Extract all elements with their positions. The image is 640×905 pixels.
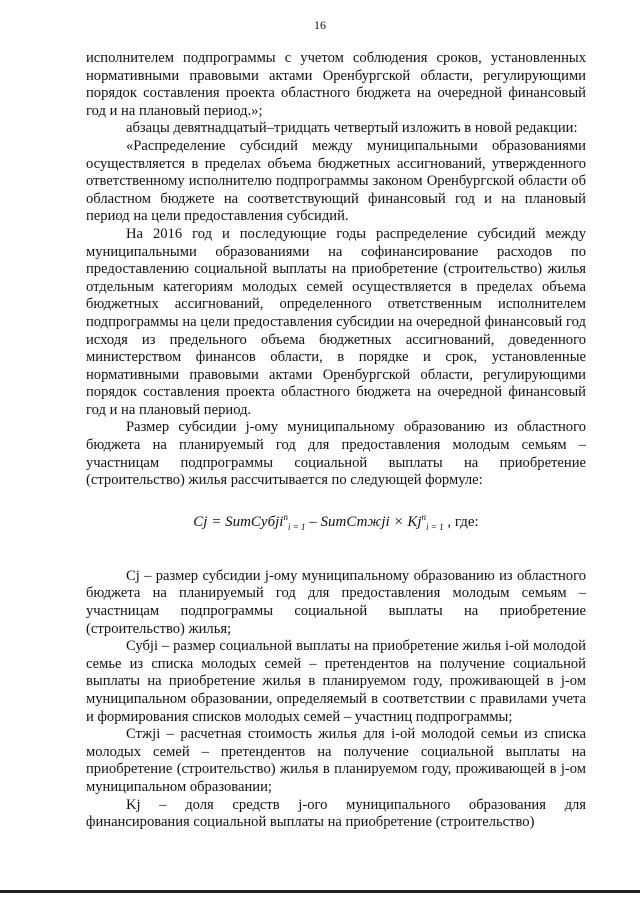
page-number: 16 (314, 18, 326, 32)
formula-term3: Kj (407, 513, 422, 530)
formula-suffix: , где: (443, 513, 479, 530)
paragraph: «Распределение субсидий между муниципальными образованиями осуществляется в пределах объема бюджетных ассигнований, утвержденного ответственному исполнителю подпрограммы законом Оренбургской области об областном бюджете на соответствующий финансовый год и на плановый период на цели предоставления субсидий. (86, 137, 586, 225)
definition-paragraph: Kj – доля средств j-ого муниципального образования для финансирования социальной выплаты на приобретение (строительство) (86, 796, 586, 831)
document-body (86, 50, 586, 832)
definition-paragraph: Субji – размер социальной выплаты на приобретение жилья i-ой молодой семье из списка молодых семей – претендентов на получение социальной выплаты на приобретение жилья в планируемом году, проживающей в j-ом муниципальном образовании, определяемый в соответствии с правилами учета и формирования списков молодых семей – участниц подпрограммы; (86, 638, 586, 725)
formula-term3-sub: i = 1 (426, 521, 444, 532)
paragraph: На 2016 год и последующие годы распределение субсидий между муниципальными образованиями на софинансирование расходов по предоставлению социальной выплаты на приобретение (строительство) жилья отдельным категориям молодых семей осуществляется в пределах объема бюджетных ассигнований, определенного ответственным исполнителем подпрограммы на цели предоставления субсидии на очередной финансовый год исходя из предельного объема бюджетных ассигнований, доведенного министерством финансов области, в порядке и срок, установленные нормативными правовыми актами Оренбургской области, регулирующими порядок составления проекта областного бюджета на очередной финансовый год и на плановый период. (86, 225, 586, 418)
formula-minus: – (305, 513, 321, 530)
formula-term1: SumСубji (225, 513, 284, 530)
formula-times: × (389, 513, 408, 530)
paragraph: абзацы девятнадцатый–тридцать четвертый изложить в новой редакции: (126, 120, 578, 137)
formula-term2: SumСтжji (320, 513, 390, 530)
paragraph: исполнителем подпрограммы с учетом соблюдения сроков, установленных нормативными правовыми актами Оренбургской области, регулирующими порядок составления проекта областного бюджета на очередной финансовый год и на плановый период.»; (86, 50, 586, 119)
definition-paragraph: Стжji – расчетная стоимость жилья для i-ой молодой семьи из списка молодых семей – претендентов на получение социальной выплаты на приобретение (строительство) жилья в планируемом году, проживающей в j-ом муниципальном образовании; (86, 726, 586, 795)
formula-eq: = (207, 513, 226, 530)
formula-term1-sup: n (283, 511, 288, 522)
footer-bar (0, 890, 640, 893)
formula-term3-sup: n (421, 511, 427, 522)
definition-paragraph: Cj – размер субсидии j-ому муниципальному образованию из областного бюджета на планируемый год для предоставления молодым семьям – участницам подпрограммы социальной выплаты на приобретение (строительство) жилья; (86, 567, 586, 637)
paragraph: Размер субсидии j-ому муниципальному образованию из областного бюджета на планируемый год для предоставления молодым семьям – участницам подпрограммы социальной выплаты на приобретение (строительство) жилья рассчитывается по следующей формуле: (86, 419, 586, 489)
formula-term1-sub: i = 1 (287, 521, 306, 532)
formula (86, 506, 586, 538)
formula-lhs: Cj (193, 513, 208, 530)
